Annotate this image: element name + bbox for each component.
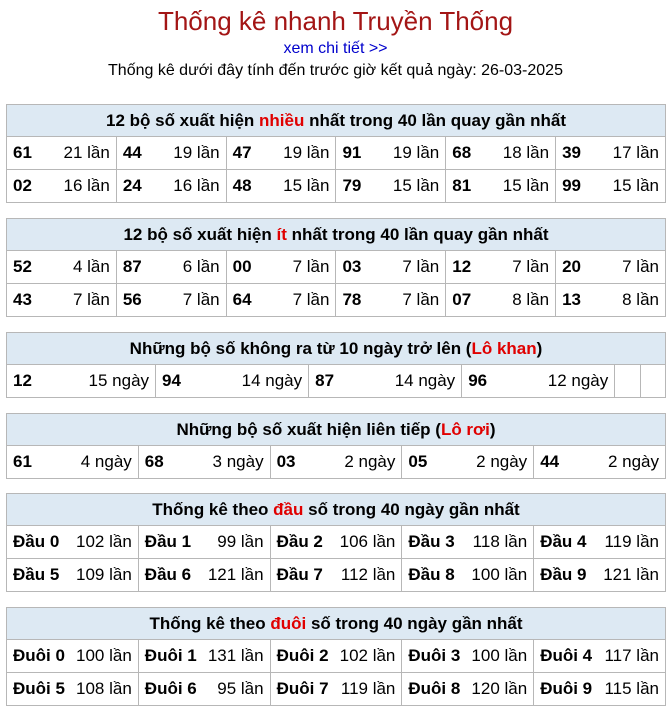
- most-frequent-table: [6, 104, 666, 203]
- empty-cell: [640, 365, 665, 398]
- table-row: [7, 170, 666, 203]
- stat-cell: Đầu 3 118 lần: [402, 526, 534, 559]
- stat-cell: 07 8 lần: [446, 284, 556, 317]
- stat-cell: 13 8 lần: [556, 284, 666, 317]
- stat-cell: 44 19 lần: [116, 137, 226, 170]
- stat-cell: Đuôi 6 95 lần: [138, 673, 270, 706]
- stat-cell: 61 4 ngày: [7, 446, 139, 479]
- section-title: Những bộ số xuất hiện liên tiếp (Lô rơi): [7, 414, 666, 446]
- section-title: 12 bộ số xuất hiện nhiều nhất trong 40 lần quay gần nhất: [7, 105, 666, 137]
- stat-cell: 61 21 lần: [7, 137, 117, 170]
- stat-cell: Đuôi 3 100 lần: [402, 640, 534, 673]
- table-row: [7, 559, 666, 592]
- stat-cell: Đuôi 0 100 lần: [7, 640, 139, 673]
- dau-table: [6, 493, 666, 592]
- table-row: [7, 251, 666, 284]
- stat-cell: 20 7 lần: [556, 251, 666, 284]
- stat-cell: 91 19 lần: [336, 137, 446, 170]
- detail-link[interactable]: xem chi tiết >>: [283, 40, 388, 57]
- stat-cell: Đuôi 4 117 lần: [534, 640, 666, 673]
- empty-cell: [615, 365, 640, 398]
- page-subtitle: Thống kê dưới đây tính đến trước giờ kết quả ngày: 26-03-2025: [108, 62, 563, 79]
- lo-roi-table: [6, 413, 666, 479]
- section-title: Những bộ số không ra từ 10 ngày trở lên (Lô khan): [7, 333, 666, 365]
- stat-cell: 68 18 lần: [446, 137, 556, 170]
- duoi-table: [6, 607, 666, 706]
- stat-cell: 05 2 ngày: [402, 446, 534, 479]
- stat-cell: 03 2 ngày: [270, 446, 402, 479]
- page-title: Thống kê nhanh Truyền Thống: [157, 6, 514, 36]
- stat-cell: Đuôi 7 119 lần: [270, 673, 402, 706]
- stat-cell: Đuôi 2 102 lần: [270, 640, 402, 673]
- section-title: Thống kê theo đầu số trong 40 ngày gần nhất: [7, 494, 666, 526]
- stat-cell: 03 7 lần: [336, 251, 446, 284]
- table-row: [7, 673, 666, 706]
- stat-cell: Đầu 0 102 lần: [7, 526, 139, 559]
- stat-cell: 79 15 lần: [336, 170, 446, 203]
- stat-cell: 78 7 lần: [336, 284, 446, 317]
- stat-cell: 02 16 lần: [7, 170, 117, 203]
- stat-cell: Đầu 1 99 lần: [138, 526, 270, 559]
- least-frequent-table: [6, 218, 666, 317]
- stat-cell: 00 7 lần: [226, 251, 336, 284]
- stat-cell: Đuôi 9 115 lần: [534, 673, 666, 706]
- table-row: [7, 284, 666, 317]
- stat-cell: 68 3 ngày: [138, 446, 270, 479]
- stat-cell: Đầu 7 112 lần: [270, 559, 402, 592]
- stat-cell: Đuôi 5 108 lần: [7, 673, 139, 706]
- table-row: [7, 365, 666, 398]
- stat-cell: 12 7 lần: [446, 251, 556, 284]
- stat-cell: 48 15 lần: [226, 170, 336, 203]
- stat-cell: Đuôi 1 131 lần: [138, 640, 270, 673]
- stat-cell: 24 16 lần: [116, 170, 226, 203]
- stat-cell: Đuôi 8 120 lần: [402, 673, 534, 706]
- stat-cell: 99 15 lần: [556, 170, 666, 203]
- section-title: Thống kê theo đuôi số trong 40 ngày gần nhất: [7, 608, 666, 640]
- stat-cell: 39 17 lần: [556, 137, 666, 170]
- stat-cell: Đầu 5 109 lần: [7, 559, 139, 592]
- stat-cell: 87 6 lần: [116, 251, 226, 284]
- stat-cell: 81 15 lần: [446, 170, 556, 203]
- stat-cell: 47 19 lần: [226, 137, 336, 170]
- page-header: [0, 0, 671, 90]
- stat-cell: 87 14 ngày: [309, 365, 462, 398]
- stat-cell: 44 2 ngày: [534, 446, 666, 479]
- stat-cell: 56 7 lần: [116, 284, 226, 317]
- stat-cell: Đầu 4 119 lần: [534, 526, 666, 559]
- stat-cell: 96 12 ngày: [462, 365, 615, 398]
- section-title: 12 bộ số xuất hiện ít nhất trong 40 lần quay gần nhất: [7, 219, 666, 251]
- lo-khan-table: [6, 332, 666, 398]
- stat-cell: Đầu 6 121 lần: [138, 559, 270, 592]
- table-row: [7, 526, 666, 559]
- stat-cell: 12 15 ngày: [7, 365, 156, 398]
- stat-cell: 94 14 ngày: [156, 365, 309, 398]
- table-row: [7, 137, 666, 170]
- table-row: [7, 640, 666, 673]
- table-row: [7, 446, 666, 479]
- stat-cell: Đầu 9 121 lần: [534, 559, 666, 592]
- stat-cell: Đầu 2 106 lần: [270, 526, 402, 559]
- stat-cell: 64 7 lần: [226, 284, 336, 317]
- stat-cell: 43 7 lần: [7, 284, 117, 317]
- stat-cell: 52 4 lần: [7, 251, 117, 284]
- stat-cell: Đầu 8 100 lần: [402, 559, 534, 592]
